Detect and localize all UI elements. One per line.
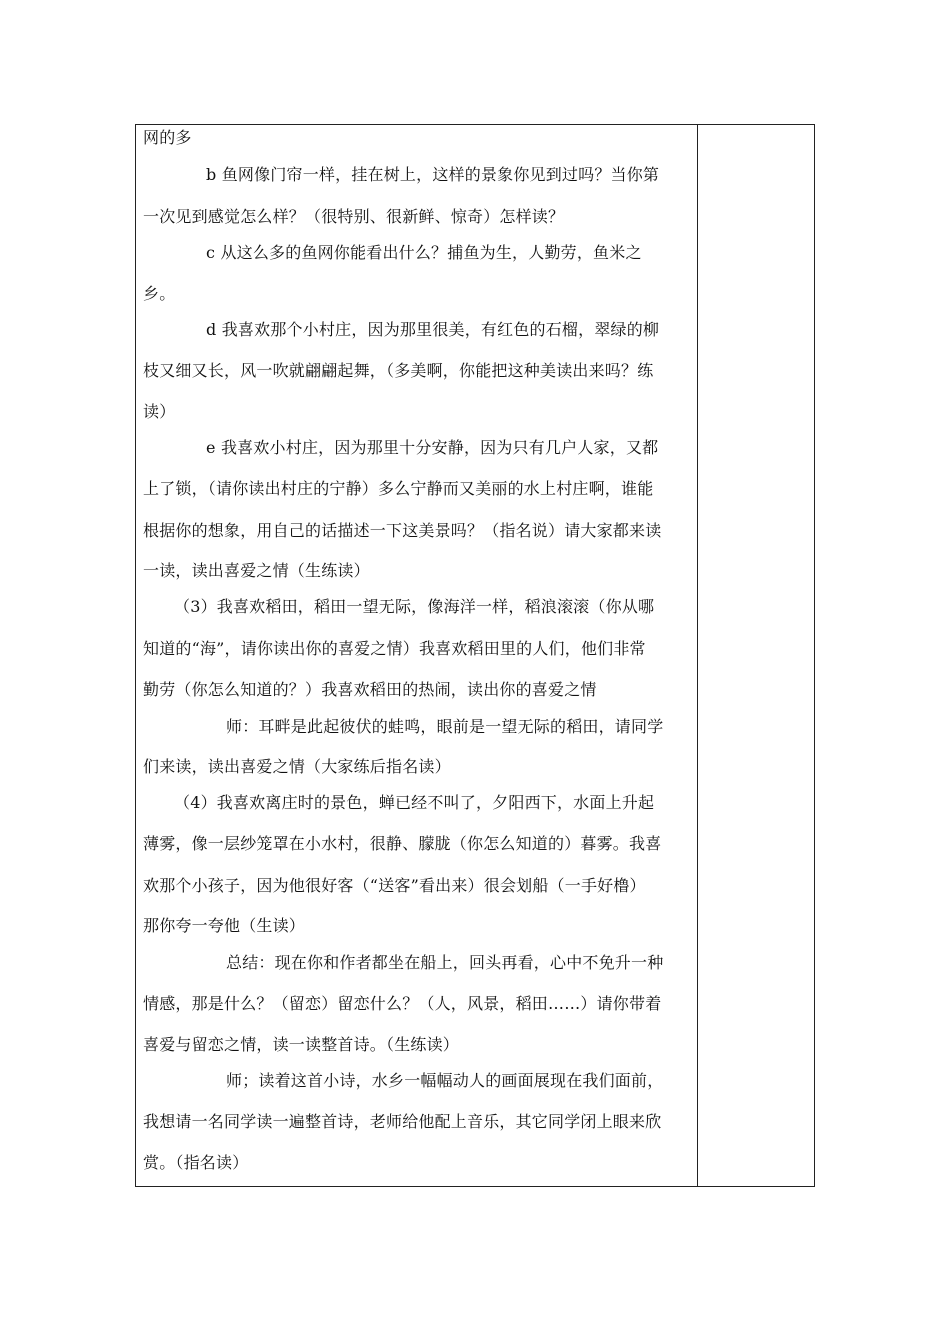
main-content-cell <box>136 125 698 1186</box>
text-line: 网的多 <box>143 128 192 147</box>
text-line: b 鱼网像门帘一样，挂在树上，这样的景象你见到过吗？当你第 <box>206 165 660 184</box>
text-line: 乡。 <box>143 284 176 303</box>
text-line: 根据你的想象，用自己的话描述一下这美景吗？（指名说）请大家都来读 <box>143 521 662 540</box>
text-line: 赏。（指名读） <box>143 1153 249 1172</box>
text-line: 那你夸一夸他（生读） <box>143 916 306 935</box>
text-line: 知道的“海”，请你读出你的喜爱之情）我喜欢稻田里的人们，他们非常 <box>143 639 646 658</box>
text-line: 薄雾，像一层纱笼罩在小水村，很静、朦胧（你怎么知道的）暮雾。我喜 <box>143 834 662 853</box>
text-line: 情感，那是什么？（留恋）留恋什么？（人，风景，稻田……）请你带着 <box>143 994 662 1013</box>
text-line: c 从这么多的鱼网你能看出什么？捕鱼为生，人勤劳，鱼米之 <box>206 243 642 262</box>
text-line: e 我喜欢小村庄，因为那里十分安静，因为只有几户人家，又都 <box>206 438 659 457</box>
text-line: （3）我喜欢稻田，稻田一望无际，像海洋一样，稻浪滚滚（你从哪 <box>174 597 655 616</box>
text-line: 欢那个小孩子，因为他很好客（“送客”看出来）很会划船（一手好橹） <box>143 876 646 895</box>
text-line: 我想请一名同学读一遍整首诗，老师给他配上音乐，其它同学闭上眼来欣 <box>143 1112 662 1131</box>
lesson-plan-table <box>135 124 815 1187</box>
notes-cell <box>698 125 814 1186</box>
text-line: （4）我喜欢离庄时的景色，蝉已经不叫了，夕阳西下，水面上升起 <box>174 793 655 812</box>
text-line: 勤劳（你怎么知道的？）我喜欢稻田的热闹，读出你的喜爱之情 <box>143 680 597 699</box>
text-line: d 我喜欢那个小村庄，因为那里很美，有红色的石榴，翠绿的柳 <box>206 320 660 339</box>
text-line: 一次见到感觉怎么样？（很特别、很新鲜、惊奇）怎样读？ <box>143 207 565 226</box>
text-line: 枝又细又长，风一吹就翩翩起舞，（多美啊，你能把这种美读出来吗？练 <box>143 361 654 380</box>
text-line: 师：耳畔是此起彼伏的蛙鸣，眼前是一望无际的稻田，请同学 <box>226 717 664 736</box>
text-line: 总结：现在你和作者都坐在船上，回头再看，心中不免升一种 <box>226 953 664 972</box>
text-line: 读） <box>143 402 176 421</box>
text-line: 师；读着这首小诗，水乡一幅幅动人的画面展现在我们面前， <box>226 1071 664 1090</box>
text-line: 喜爱与留恋之情，读一读整首诗。（生练读） <box>143 1035 460 1054</box>
text-line: 一读，读出喜爱之情（生练读） <box>143 561 370 580</box>
text-line: 们来读，读出喜爱之情（大家练后指名读） <box>143 757 451 776</box>
text-line: 上了锁，（请你读出村庄的宁静）多么宁静而又美丽的水上村庄啊，谁能 <box>143 479 654 498</box>
